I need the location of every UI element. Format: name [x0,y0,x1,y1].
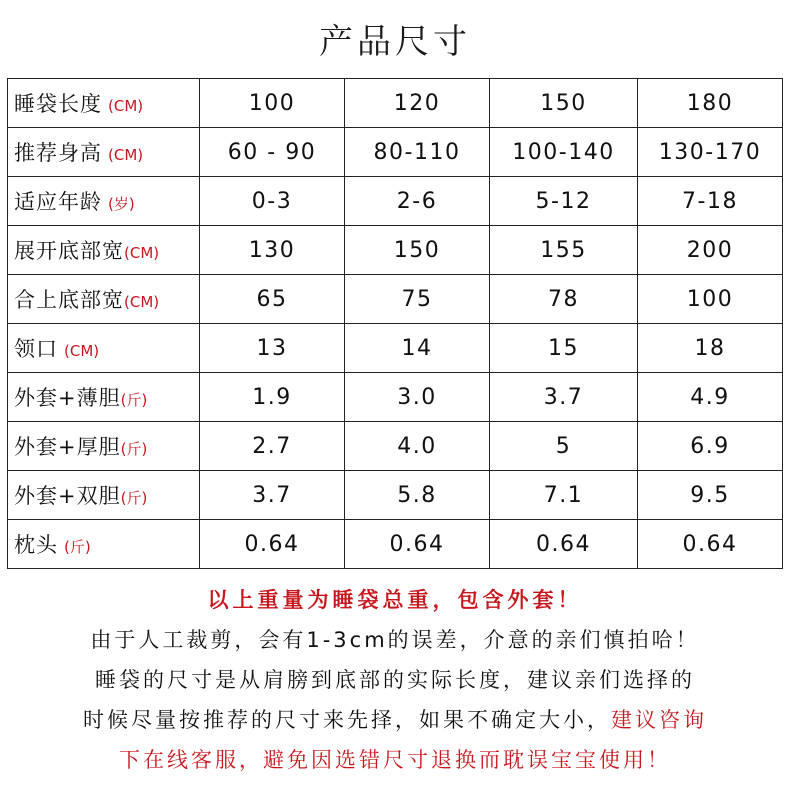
value-cell: 0.64 [638,520,783,569]
value-cell: 7-18 [638,177,783,226]
value-cell: 200 [638,226,783,275]
size-note-line2 [0,704,790,734]
table-row [8,275,783,324]
value-cell: 130-170 [638,128,783,177]
value-cell: 13 [200,324,345,373]
row-label: 外套+厚胆 [14,435,121,459]
row-label: 展开底部宽 [14,239,124,263]
table-row [8,226,783,275]
table-row [8,373,783,422]
value-cell: 4.0 [345,422,490,471]
page-title: 产品尺寸 [319,22,471,62]
value-cell: 130 [200,226,345,275]
row-label-cell [8,324,200,373]
row-label-cell [8,422,200,471]
table-row [8,471,783,520]
value-cell: 78 [490,275,638,324]
table-row [8,324,783,373]
row-label-cell [8,177,200,226]
value-cell: 100 [200,79,345,128]
table-row [8,128,783,177]
value-cell: 100-140 [490,128,638,177]
value-cell: 3.7 [490,373,638,422]
row-label-cell [8,79,200,128]
value-cell: 150 [490,79,638,128]
table-row [8,79,783,128]
row-label: 适应年龄 [14,190,102,214]
value-cell: 4.9 [638,373,783,422]
value-cell: 3.0 [345,373,490,422]
value-cell: 1.9 [200,373,345,422]
value-cell: 14 [345,324,490,373]
value-cell: 150 [345,226,490,275]
table-row [8,422,783,471]
value-cell: 2-6 [345,177,490,226]
row-label-cell [8,520,200,569]
size-table [7,78,783,569]
row-label-cell [8,275,200,324]
row-label-cell [8,373,200,422]
value-cell: 6.9 [638,422,783,471]
value-cell: 80-110 [345,128,490,177]
value-cell: 0.64 [200,520,345,569]
value-cell: 15 [490,324,638,373]
table-row [8,177,783,226]
value-cell: 3.7 [200,471,345,520]
row-unit: (斤) [120,489,148,507]
value-cell: 5 [490,422,638,471]
value-cell: 60 - 90 [200,128,345,177]
value-cell: 5.8 [345,471,490,520]
row-unit: (斤) [120,391,148,409]
value-cell: 0.64 [345,520,490,569]
row-label-cell [8,128,200,177]
row-unit: (CM) [108,146,144,164]
row-label: 合上底部宽 [14,288,124,312]
value-cell: 9.5 [638,471,783,520]
row-unit: (CM) [124,244,160,262]
value-cell: 65 [200,275,345,324]
row-unit: (CM) [124,293,160,311]
value-cell: 75 [345,275,490,324]
row-label: 外套+双胆 [14,484,121,508]
size-note-line2-text: 时候尽量按推荐的尺寸来先择，如果不确定大小， [83,708,611,732]
value-cell: 155 [490,226,638,275]
row-label: 外套+薄胆 [14,386,121,410]
service-note: 下在线客服，避免因选错尺寸退换而耽误宝宝使用！ [119,748,671,772]
row-unit: (斤) [120,440,148,458]
value-cell: 18 [638,324,783,373]
weight-note: 以上重量为睡袋总重，包含外套！ [207,588,583,612]
value-cell: 0-3 [200,177,345,226]
row-unit: (CM) [64,342,100,360]
value-cell: 100 [638,275,783,324]
row-unit: (斤) [64,538,91,556]
value-cell: 2.7 [200,422,345,471]
size-note-line1: 睡袋的尺寸是从肩膀到底部的实际长度，建议亲们选择的 [95,668,695,692]
row-unit: (CM) [108,97,144,115]
value-cell: 7.1 [490,471,638,520]
row-label-cell [8,471,200,520]
value-cell: 180 [638,79,783,128]
table-row [8,520,783,569]
size-table-body [8,79,783,569]
row-label: 推荐身高 [14,141,102,165]
error-note: 由于人工裁剪，会有1-3cm的误差，介意的亲们慎拍哈！ [90,628,700,652]
value-cell: 5-12 [490,177,638,226]
value-cell: 0.64 [490,520,638,569]
value-cell: 120 [345,79,490,128]
consult-text: 建议咨询 [611,708,707,732]
row-label: 枕头 [14,533,58,557]
row-label: 领口 [14,337,58,361]
row-label: 睡袋长度 [14,92,102,116]
row-label-cell [8,226,200,275]
row-unit: (岁) [108,195,135,213]
